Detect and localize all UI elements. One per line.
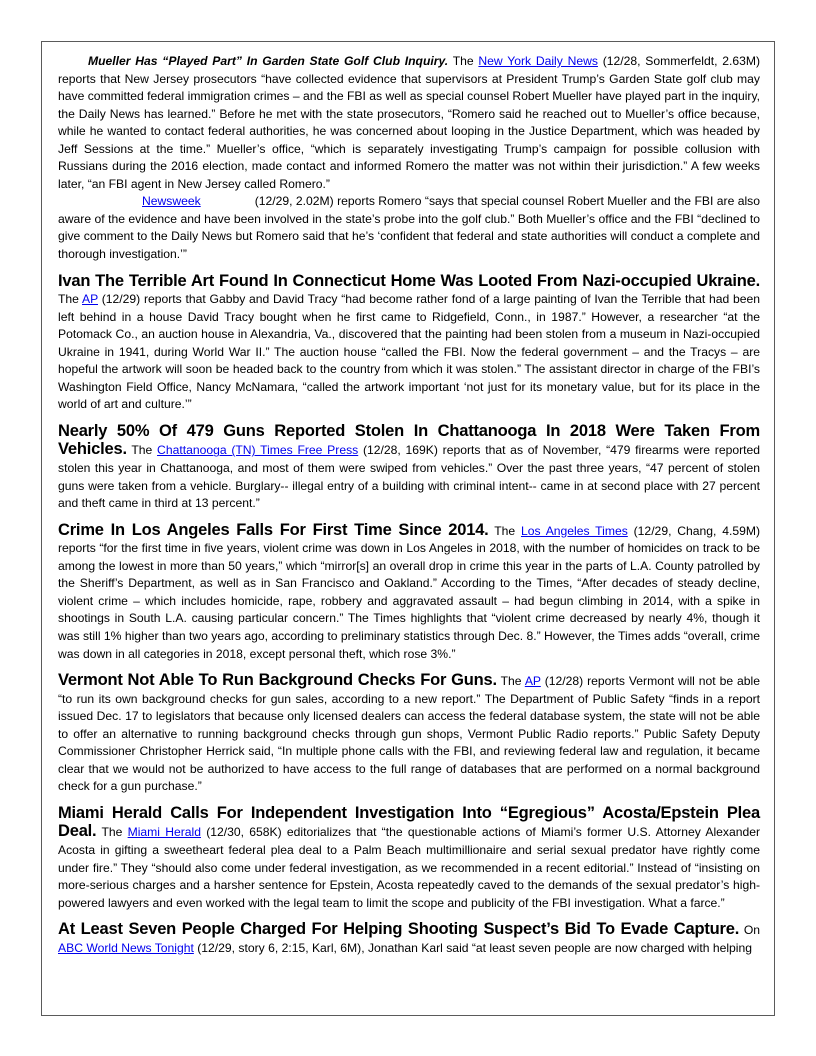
article-headline: Crime In Los Angeles Falls For First Time Since 2014. <box>58 520 489 539</box>
article-la-crime <box>58 522 760 663</box>
source-link-ap[interactable]: AP <box>524 674 541 689</box>
article-miami-herald-acosta <box>58 805 760 912</box>
article-headline: At Least Seven People Charged For Helping Shooting Suspect’s Bid To Evade Capture. <box>58 920 740 939</box>
article-lead: The <box>101 825 123 840</box>
article-shooting-suspect <box>58 921 760 957</box>
article-body: (12/29, story 6, 2:15, Karl, 6M), Jonathan Karl said “at least seven people are now charged with helping <box>197 940 752 955</box>
source-link-ny-daily-news[interactable]: New York Daily News <box>478 54 598 68</box>
source-link-abc-world-news-tonight[interactable]: ABC World News Tonight <box>58 940 194 955</box>
source-link-ap[interactable]: AP <box>82 292 98 307</box>
article-body-followup: (12/29, 2.02M) reports Romero “says that special counsel Robert Mueller and the FBI are also aware of the evidence and have been involved in the state’s probe into the golf club.” Both Mueller’s office and the FBI “declined to give comment to the Daily News but Romero said that he’s ‘confident that federal and state authorities will conduct a complete and thorough investigation.’” <box>58 194 760 262</box>
article-lead: The <box>452 54 474 68</box>
article-lead: The <box>58 292 79 307</box>
article-headline: Vermont Not Able To Run Background Checks For Guns. <box>58 671 497 690</box>
article-mueller-golf-club <box>58 53 760 193</box>
page-frame <box>41 41 775 1016</box>
article-body: (12/30, 658K) editorializes that “the questionable actions of Miami’s former U.S. Attorney Alexander Acosta in gifting a sweetheart federal plea deal to a Palm Beach multimillionaire and serial sexual predator have rightly come under fire.” They “should also come under federal investigation, as we recommended in a recent editorial.” Instead of “insisting on more-serious charges and a harsher sentence for Epstein, Acosta repeatedly caved to the demands of the sexual predator’s high-powered lawyers and even worked with the legal team to limit the scope and publicity of the FBI investigation. What a farce.” <box>58 825 761 910</box>
article-body: (12/28, Sommerfeldt, 2.63M) reports that New Jersey prosecutors “have collected evidence that supervisors at President Trump’s Garden State golf club may have committed federal immigration crimes – and the FBI as well as special counsel Robert Mueller have played part in the inquiry, the Daily News has learned.” Before he met with the state prosecutors, “Romero said he reached out to Mueller’s office because, while he wanted to contact federal authorities, he was concerned about looping in the Justice Department, which was headed by Jeff Sessions at the time.” Mueller’s office, “which is separately investigating Trump’s campaign for possible collusion with Russians during the 2016 election, made contact and informed Romero the matter was not within their jurisdiction.” A few weeks later, “an FBI agent in New Jersey called Romero.” <box>58 54 760 191</box>
source-link-newsweek[interactable]: Newsweek <box>142 194 201 209</box>
article-body: (12/28, 169K) reports that as of November, “479 firearms were reported stolen this year in Chattanooga, and most of them were swiped from vehicles.” Over the past three years, “47 percent of stolen guns were taken from a vehicle. Burglary-- illegal entry of a building with criminal intent-- came in at second place with 27 percent and theft came in third at 13 percent.” <box>58 443 760 511</box>
article-mueller-golf-club-followup <box>58 193 760 263</box>
article-lead: On <box>743 923 761 938</box>
article-body: (12/29) reports that Gabby and David Tracy “had become rather fond of a large painting of Ivan the Terrible that had been left behind in a house David Tracy bought when he first came to Ridgefield, Conn., in 1987.” However, a researcher “at the Potomack Co., an auction house in Alexandria, Va., discovered that the painting had been stolen from a museum in Nazi-occupied Ukraine in 1941, during World War II.” The auction house “called the FBI. Now the federal government – and the Tracys – are hopeful the artwork will soon be headed back to the country from which it was stolen.” The assistant director in charge of the FBI’s Washington Field Office, Nancy McNamara, “called the artwork important ‘not just for its monetary value, but for its place in the world of art and culture.’” <box>58 292 761 412</box>
source-link-chattanooga-times[interactable]: Chattanooga (TN) Times Free Press <box>157 443 359 458</box>
article-chattanooga-guns <box>58 423 760 513</box>
article-headline: Ivan The Terrible Art Found In Connecticut Home Was Looted From Nazi-occupied Ukraine. <box>58 271 760 290</box>
article-ivan-the-terrible <box>58 273 760 414</box>
source-link-la-times[interactable]: Los Angeles Times <box>520 523 628 538</box>
article-body: (12/29, Chang, 4.59M) reports “for the first time in five years, violent crime was down in Los Angeles in 2018, with the number of homicides on track to be among the lowest in more than 50 years,” which “mirror[s] an overall drop in crime this year in the parts of L.A. County patrolled by the Sheriff’s Department, as well as in San Francisco and Oakland.” According to the Times, “After decades of steady decline, violent crime – which includes homicide, rape, robbery and aggravated assault – had begun climbing in 2014, with a spike in shootings in South L.A. causing particular concern.” The Times highlights that “violent crime decreased by nearly 4%, though it was still 1% higher than two years ago, according to preliminary statistics through Dec. 8.” However, the Times adds “overall, crime was down in all categories in 2018, except personal theft, which rose 3%.” <box>58 523 761 661</box>
news-clips-content <box>58 53 760 957</box>
article-lead: The <box>494 523 516 538</box>
article-headline: Miami Herald Calls For Independent Investigation Into “Egregious” Acosta/Epstein Plea Deal. <box>58 803 760 841</box>
article-headline: Mueller Has “Played Part” In Garden State Golf Club Inquiry. <box>88 54 449 68</box>
article-body: (12/28) reports Vermont will not be able “to run its own background checks for gun sales, according to a new report.” The Department of Public Safety “finds in a report issued Dec. 17 to legislators that because only licensed dealers can access the federal database system, the state will not be able to offer an alternative to running background checks through gun shops, Vermont Public Radio reports.” Public Safety Deputy Commissioner Christopher Herrick said, “In multiple phone calls with the FBI, and reviewing federal law and regulation, it became clear that we would not be authorized to have access to the full range of databases that are performed on a normal background check for a gun purchase.” <box>58 674 760 794</box>
article-vermont-background-checks <box>58 672 760 796</box>
article-lead: The <box>500 674 522 689</box>
source-link-miami-herald[interactable]: Miami Herald <box>127 825 201 840</box>
article-headline: Nearly 50% Of 479 Guns Reported Stolen In Chattanooga In 2018 Were Taken From Vehicles. <box>58 421 760 459</box>
article-lead: The <box>131 443 153 458</box>
